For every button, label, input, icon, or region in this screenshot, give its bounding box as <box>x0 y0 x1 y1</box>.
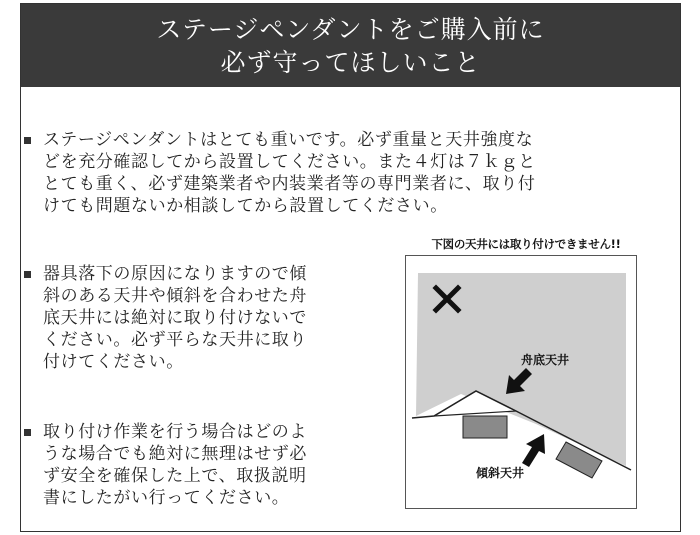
notice-item-text: 取り付け作業を行う場合はどのよ うな場合でも絶対に無理はせず必 ず安全を確保した上で、取扱説明 書にしたがい行ってください。 <box>43 422 307 508</box>
notice-item-text: 器具落下の原因になりますので傾 斜のある天井や傾斜を合わせた舟 底天井には絶対に取り付けないで ください。必ず平らな天井に取り 付けてください。 <box>43 264 307 372</box>
ceiling-diagram <box>405 255 637 509</box>
square-bullet-icon <box>24 429 31 436</box>
boat-ceiling-label: 舟底天井 <box>521 353 570 367</box>
notice-item <box>24 129 650 217</box>
pendant-fixture <box>463 416 507 438</box>
arrow-to-sloped-ceiling-icon <box>522 434 545 467</box>
notice-item-text: ステージペンダントはとても重いです。必ず重量と天井強度な どを充分確認してから設置してください。また４灯は７ｋｇと とても重く、必ず建築業者や内装業者等の専門業者に、取り付 けても問題ないか相談してから設置してください。 <box>43 130 536 216</box>
header-title-line2: 必ず守ってほしいこと <box>220 47 481 77</box>
sloped-ceiling-label: 傾斜天井 <box>476 466 525 480</box>
header-title-line1: ステージペンダントをご購入前に <box>156 14 545 44</box>
header-banner <box>21 4 680 87</box>
square-bullet-icon <box>24 271 31 278</box>
notice-item <box>24 263 374 373</box>
notice-item <box>24 421 374 509</box>
square-bullet-icon <box>24 137 31 144</box>
figure-caption: 下図の天井には取り付けできません!! <box>431 237 621 251</box>
